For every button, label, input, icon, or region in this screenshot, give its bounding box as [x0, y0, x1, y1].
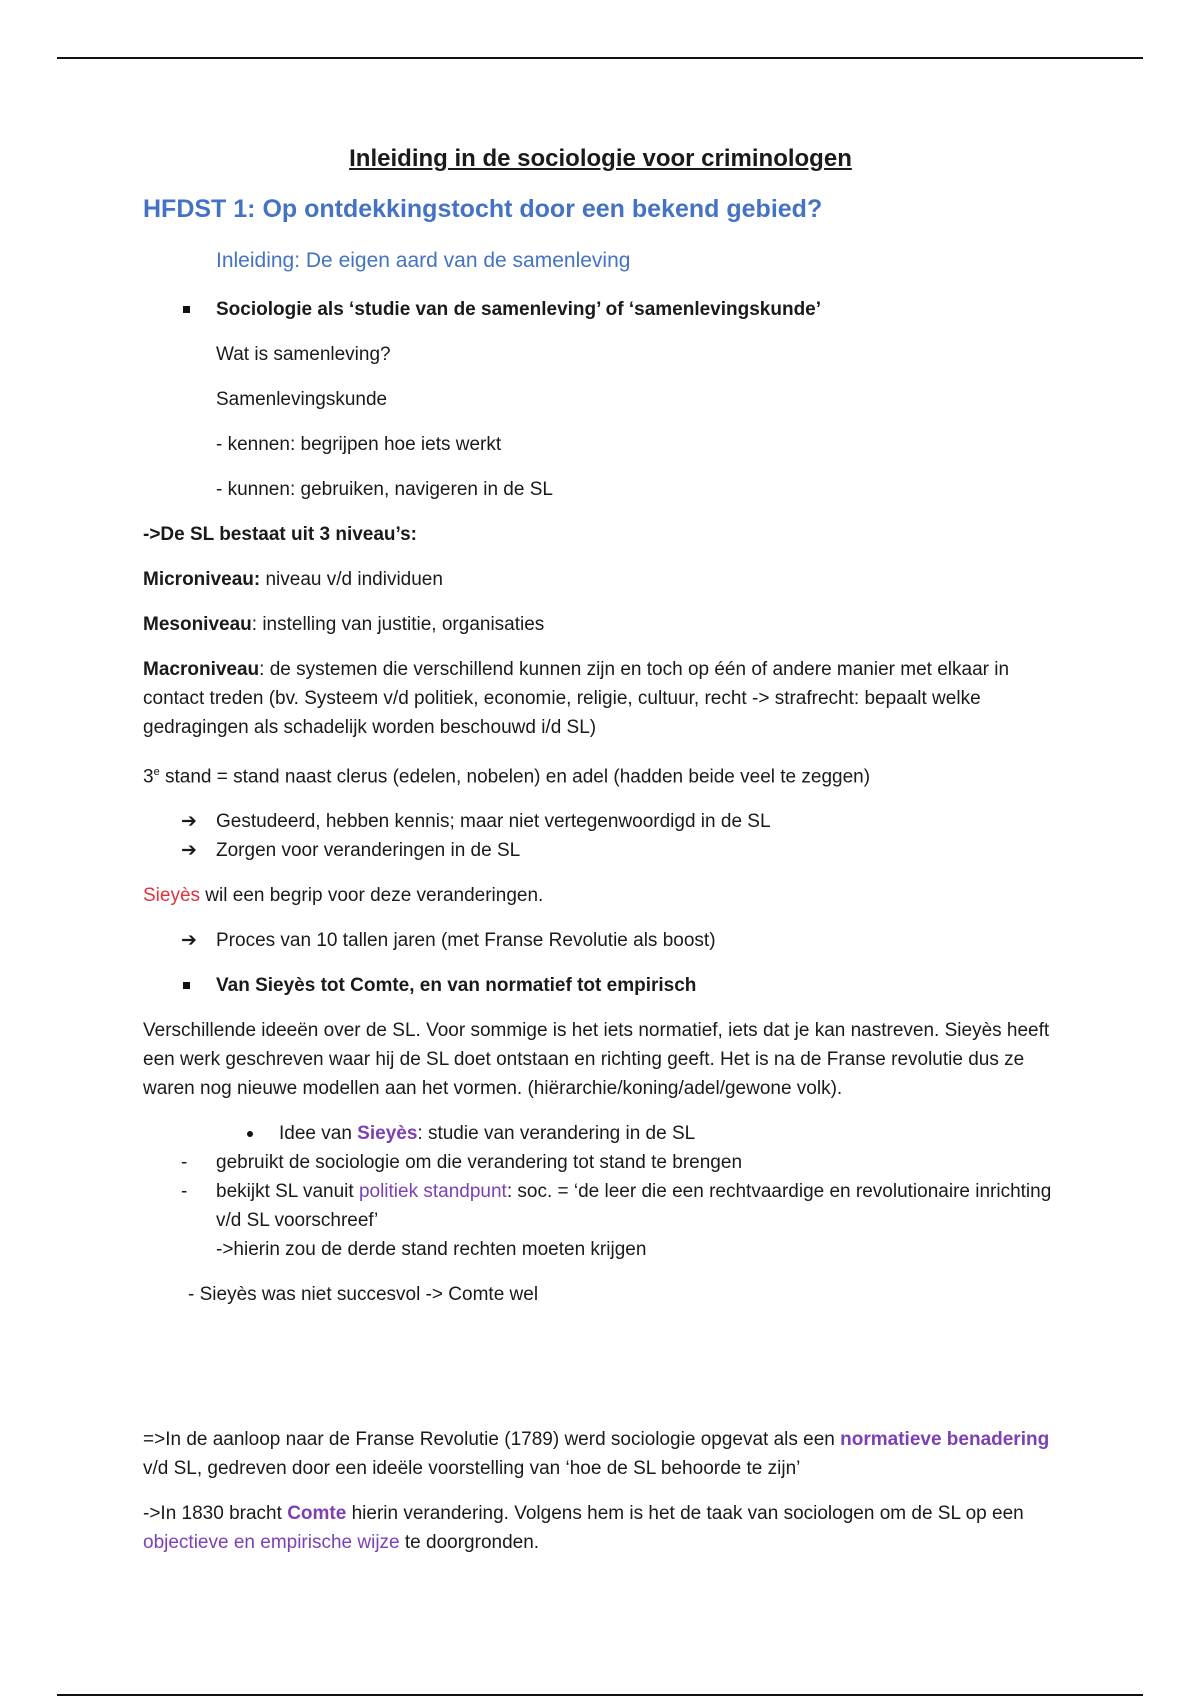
document-body: [143, 140, 1058, 1573]
arrow-right-icon: ➔: [181, 811, 197, 833]
arrow-item: ➔ Proces van 10 tallen jaren (met Franse Revolutie als boost): [143, 926, 1058, 955]
document-title: Inleiding in de sociologie voor criminologen: [349, 145, 852, 172]
chapter-heading: HFDST 1: Op ontdekkingstocht door een bekend gebied?: [143, 195, 823, 223]
arrow-right-icon: ➔: [181, 840, 197, 862]
kunnen-line: - kunnen: gebruiken, navigeren in de SL: [216, 479, 553, 500]
arrow-list: [143, 807, 1058, 865]
idee-sieyes: Idee van Sieyès: studie van verandering in de SL: [143, 1119, 1058, 1148]
spacer: [143, 1325, 1058, 1425]
macro-level: Macroniveau: de systemen die verschillend kunnen zijn en toch op één of andere manier met elkaar in contact treden (bv. Systeem v/d politiek, economie, religie, cultuur, recht -> strafrecht: bepaalt welke gedragingen als schadelijk worden beschouwd i/d SL): [143, 659, 1010, 738]
bullet-sociologie: Sociologie als ‘studie van de samenleving’ of ‘samenlevingskunde’: [143, 295, 1058, 324]
samenlevingskunde-label: Samenlevingskunde: [216, 389, 388, 410]
sieyes-line: Sieyès wil een begrip voor deze veranderingen.: [143, 885, 544, 907]
arrow-item: ➔ Gestudeerd, hebben kennis; maar niet vertegenwoordigd in de SL: [143, 807, 1058, 836]
levels-intro: ->De SL bestaat uit 3 niveau’s:: [143, 524, 418, 545]
paragraph-ideeen: Verschillende ideeën over de SL. Voor sommige is het iets normatief, iets dat je kan nastreven. Sieyès heeft een werk geschreven waar hij de SL doet ontstaan en richting geeft. Het is na de Franse revolutie dus ze waren nog nieuwe modellen aan het vormen. (hiërarchie/koning/adel/gewone volk).: [143, 1020, 1050, 1100]
conclusion-2: ->In 1830 bracht Comte hierin verandering. Volgens hem is het de taak van sociologen om de SL op een objectieve en empirische wijze te doorgronden.: [143, 1503, 1024, 1554]
kennen-line: - kennen: begrijpen hoe iets werkt: [216, 434, 502, 455]
arrow-right-icon: ➔: [181, 930, 197, 952]
dash-icon: -: [181, 1152, 188, 1174]
footer-rule: [57, 1694, 1143, 1696]
dash-icon: -: [181, 1181, 188, 1203]
question-samenleving: Wat is samenleving?: [216, 344, 391, 365]
third-estate: 3e stand = stand naast clerus (edelen, nobelen) en adel (hadden beide veel te zeggen): [143, 766, 871, 788]
dash-item: - bekijkt SL vanuit politiek standpunt: soc. = ‘de leer die een rechtvaardige en revolutionaire inrichting v/d SL voorschreef’ ->hierin zou de derde stand rechten moeten krijgen: [143, 1177, 1058, 1264]
meso-level: Mesoniveau: instelling van justitie, organisaties: [143, 614, 545, 635]
arrow-list-2: [143, 926, 1058, 955]
dash-item: - gebruikt de sociologie om die verandering tot stand te brengen: [143, 1148, 1058, 1177]
header-rule: [57, 57, 1143, 59]
comte-line: - Sieyès was niet succesvol -> Comte wel: [188, 1284, 539, 1306]
bullet-sieyes-comte: Van Sieyès tot Comte, en van normatief tot empirisch: [143, 971, 1058, 1000]
arrow-item: ➔ Zorgen voor veranderingen in de SL: [143, 836, 1058, 865]
conclusion-1: =>In de aanloop naar de Franse Revolutie (1789) werd sociologie opgevat als een normatieve benadering v/d SL, gedreven door een ideële voorstelling van ‘hoe de SL behoorde te zijn’: [143, 1429, 1050, 1480]
micro-level: Microniveau: niveau v/d individuen: [143, 569, 443, 590]
section-heading: Inleiding: De eigen aard van de samenleving: [216, 249, 631, 272]
sieyes-list: [143, 1119, 1058, 1264]
